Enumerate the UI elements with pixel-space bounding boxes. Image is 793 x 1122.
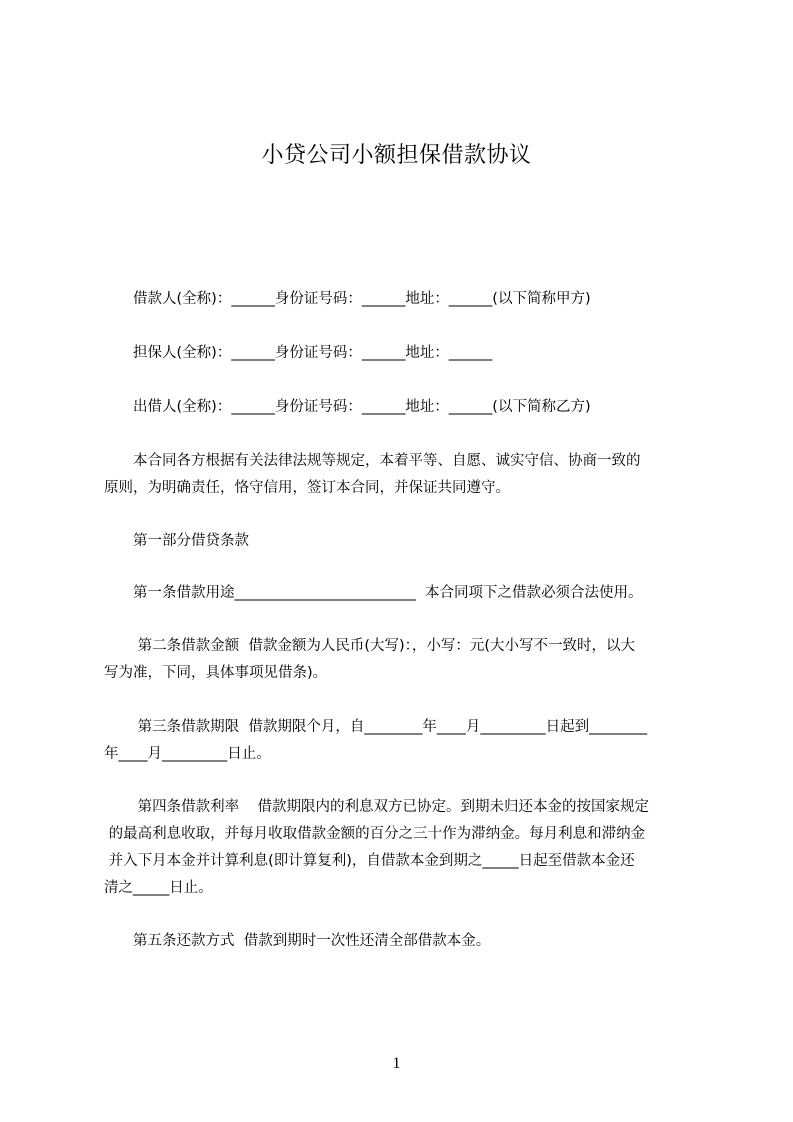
article-4-line: 清之_____日止。 [104, 880, 213, 896]
document-title: 小贷公司小额担保借款协议 [261, 143, 532, 168]
preamble-line: 原则，为明确责任，恪守信用，签订本合同，并保证共同遵守。 [104, 480, 510, 496]
article-2-line: 写为准，下同，具体事项见借条)。 [104, 665, 328, 681]
article-3 [104, 714, 704, 768]
article-4-line: 第四条借款利率 借款期限内的利息双方已协定。到期未归还本金的按国家规定 [104, 799, 650, 815]
article-2-line: 第二条借款金额 借款金额为人民币(大写)：，小写：元(大小写不一致时，以大 [104, 638, 636, 654]
article-1: 第一条借款用途_________________________ 本合同项下之借款必须合法使用。 [104, 585, 643, 601]
article-3-line: 第三条借款期限 借款期限个月，自________年____月_________日起到________ [104, 719, 648, 735]
preamble-line: 本合同各方根据有关法律法规等规定，本着平等、自愿、诚实守信、协商一致的 [104, 453, 641, 469]
article-3-line: 年____月_________日止。 [104, 746, 271, 762]
guarantor-info-line: 担保人(全称)：______身份证号码：______地址：______ [104, 345, 493, 361]
article-4 [104, 794, 704, 902]
article-5: 第五条还款方式 借款到期时一次性还清全部借款本金。 [104, 933, 491, 949]
lender-info-line: 出借人(全称)：______身份证号码：______地址：______(以下简称乙方) [104, 399, 591, 415]
article-4-line: 的最高利息收取，并每月收取借款金额的百分之三十作为滞纳金。每月利息和滞纳金 [104, 826, 646, 842]
article-4-line: 并入下月本金并计算利息(即计算复利)，自借款本金到期之_____日起至借款本金还 [104, 853, 635, 869]
page-number: 1 [392, 1055, 401, 1072]
preamble-paragraph [104, 448, 704, 502]
article-2 [104, 633, 704, 687]
part-heading: 第一部分借贷条款 [104, 533, 249, 549]
borrower-info-line: 借款人(全称)：______身份证号码：______地址：______(以下简称甲方) [104, 291, 591, 307]
